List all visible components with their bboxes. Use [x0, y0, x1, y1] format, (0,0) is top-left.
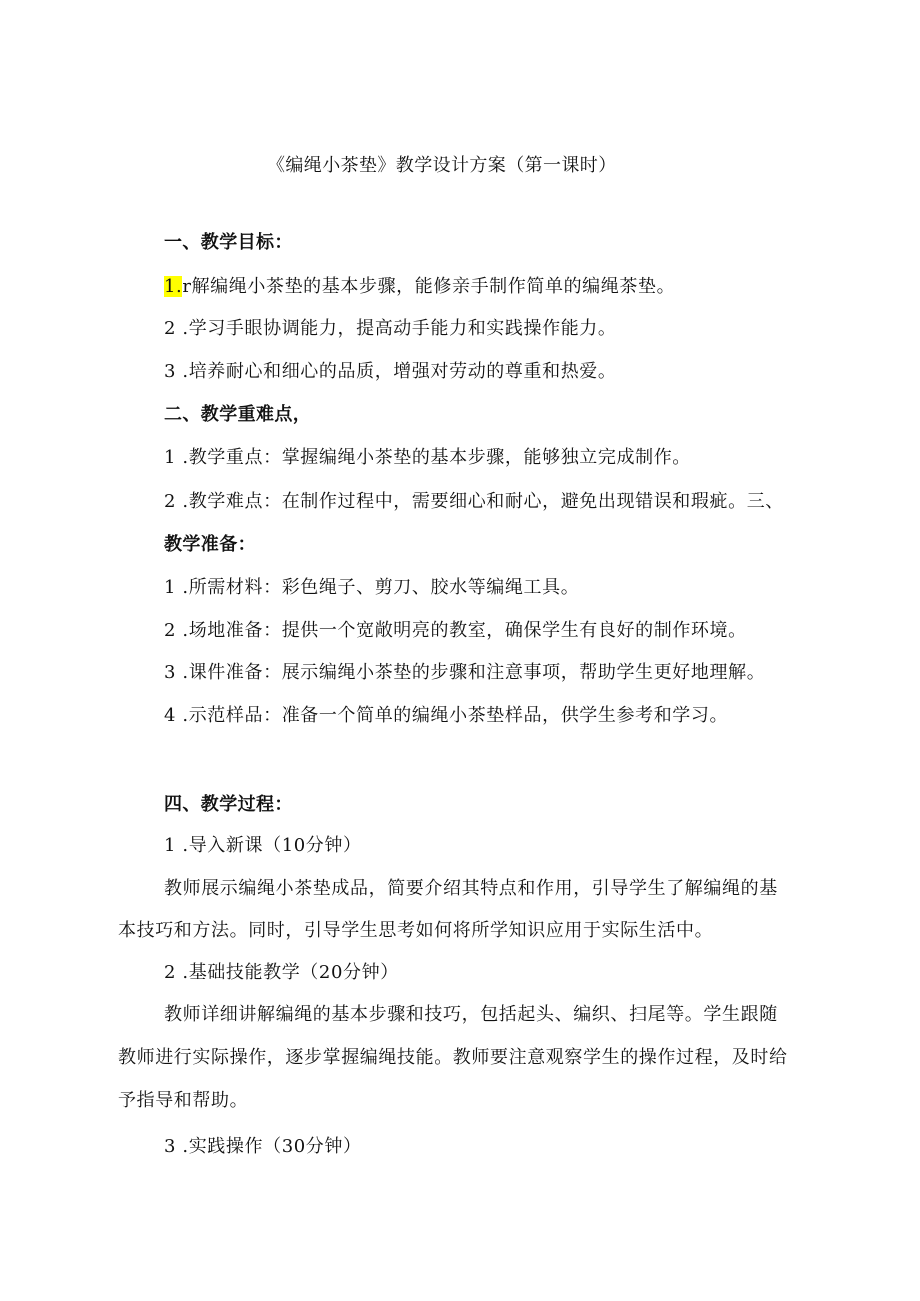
objective-item-2: 2 .学习手眼协调能力，提高动手能力和实践操作能力。	[164, 318, 617, 339]
section-heading-process: 四、教学过程：	[164, 794, 293, 815]
objective-text-1: r解编绳小茶垫的基本步骤，能修亲手制作简单的编绳茶垫。	[182, 276, 676, 297]
process-step-2: 2 .基础技能教学（20分钟）	[164, 962, 399, 983]
process-step-3: 3 .实践操作（30分钟）	[164, 1136, 362, 1157]
process-step-1: 1 .导入新课（10分钟）	[164, 835, 362, 856]
key-point-item-1: 1 .教学重点：掌握编绳小茶垫的基本步骤，能够独立完成制作。	[164, 447, 691, 468]
key-point-item-2: 2 .教学难点：在制作过程中，需要细心和耐心，避免出现错误和瑕疵。三、	[164, 491, 784, 512]
section-heading-objectives: 一、教学目标：	[164, 232, 293, 253]
process-step-2-paragraph-line-2: 教师进行实际操作，逐步掌握编绳技能。教师要注意观察学生的操作过程，及时给	[118, 1047, 788, 1068]
preparation-item-4: 4 .示范样品：准备一个简单的编绳小茶垫样品，供学生参考和学习。	[164, 705, 729, 726]
document-title: 《编绳小茶垫》教学设计方案（第一课时）	[267, 155, 617, 176]
highlighted-number: 1.	[164, 276, 183, 297]
section-heading-preparation: 教学准备：	[164, 534, 256, 555]
process-step-1-paragraph-line-2: 本技巧和方法。同时，引导学生思考如何将所学知识应用于实际生活中。	[118, 920, 714, 941]
process-step-2-paragraph-line-3: 予指导和帮助。	[118, 1090, 249, 1111]
preparation-item-2: 2 .场地准备：提供一个宽敞明亮的教室，确保学生有良好的制作环境。	[164, 620, 747, 641]
objective-item-3: 3 .培养耐心和细心的品质，增强对劳动的尊重和热爱。	[164, 361, 617, 382]
section-heading-key-points: 二、教学重难点，	[164, 404, 312, 425]
preparation-item-1: 1 .所需材料：彩色绳子、剪刀、胶水等编绳工具。	[164, 577, 580, 598]
preparation-item-3: 3 .课件准备：展示编绳小茶垫的步骤和注意事项，帮助学生更好地理解。	[164, 662, 766, 683]
process-step-2-paragraph-line-1: 教师详细讲解编绳的基本步骤和技巧，包括起头、编织、扫尾等。学生跟随	[164, 1004, 778, 1025]
objective-item-1	[164, 274, 675, 300]
process-step-1-paragraph-line-1: 教师展示编绳小茶垫成品，简要介绍其特点和作用，引导学生了解编绳的基	[164, 878, 778, 899]
